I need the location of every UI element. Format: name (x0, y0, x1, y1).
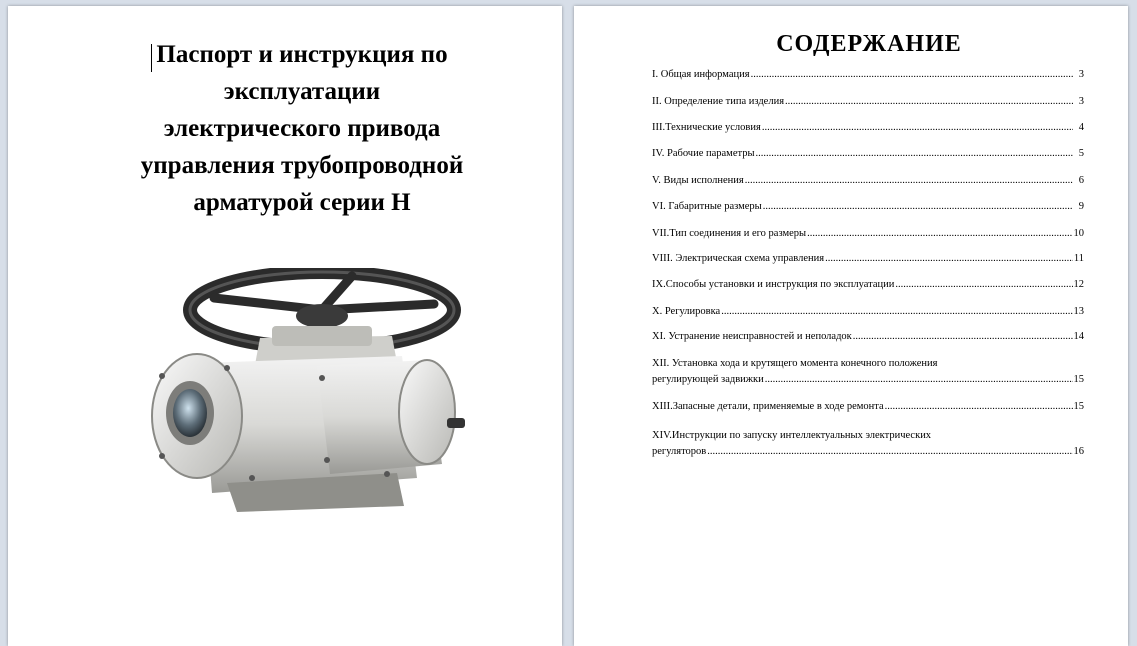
toc-entry[interactable] (652, 428, 1084, 460)
toc-entry-page: 9 (1078, 201, 1084, 212)
toc-entry-page: 14 (1073, 331, 1084, 342)
toc-leader-dots (751, 67, 1073, 83)
document-page-left (8, 6, 562, 646)
toc-entry[interactable] (652, 277, 1084, 293)
toc-entry-page: 15 (1073, 374, 1084, 385)
toc-entry[interactable] (652, 329, 1084, 345)
toc-entry-label: IV. Рабочие параметры (652, 148, 755, 159)
toc-entry-page: 11 (1073, 253, 1084, 264)
toc-leader-dots (756, 146, 1074, 162)
toc-entry-page: 13 (1073, 306, 1084, 317)
toc-entry-first-line: XII. Установка хода и крутящего момента конечного положения (652, 358, 938, 369)
toc-leader-dots (807, 226, 1072, 242)
toc-leader-dots (825, 251, 1073, 267)
toc-leader-dots (762, 120, 1073, 136)
toc-entry-label: VIII. Электрическая схема управления (652, 253, 825, 264)
toc-entry-label: регуляторов (652, 446, 707, 457)
title-line: арматурой серии H (193, 189, 411, 216)
toc-leader-dots (745, 173, 1073, 189)
toc-entry[interactable] (652, 120, 1084, 136)
toc-leader-dots (763, 199, 1073, 215)
toc-entry[interactable] (652, 251, 1084, 267)
toc-entry-page: 15 (1073, 401, 1084, 412)
toc-leader-dots (765, 372, 1073, 388)
toc-entry[interactable] (652, 94, 1084, 110)
title-line: электрического привода (163, 115, 441, 142)
toc-entry[interactable] (652, 67, 1084, 83)
toc-entry-page: 16 (1073, 446, 1084, 457)
toc-leader-dots (785, 94, 1073, 110)
toc-leader-dots (853, 329, 1073, 345)
electric-actuator-photo (142, 268, 472, 513)
toc-leader-dots (885, 399, 1073, 415)
title-line: управления трубопроводной (140, 152, 464, 179)
toc-heading[interactable]: СОДЕРЖАНИЕ (776, 31, 962, 57)
toc-entry-page: 10 (1073, 228, 1084, 239)
toc-entry[interactable] (652, 304, 1084, 320)
toc-leader-dots (707, 444, 1072, 460)
toc-entry-page: 3 (1078, 96, 1084, 107)
toc-entry-label: X. Регулировка (652, 306, 721, 317)
toc-leader-dots (895, 277, 1072, 293)
document-page-right (574, 6, 1128, 646)
toc-entry-page: 12 (1073, 279, 1084, 290)
toc-entry-label: III.Технические условия (652, 122, 761, 133)
toc-entry[interactable] (652, 173, 1084, 189)
toc-entry[interactable] (652, 199, 1084, 215)
title-line: Паспорт и инструкция по (156, 41, 448, 68)
toc-entry-first-line: XIV.Инструкции по запуску интеллектуальных электрических (652, 430, 932, 441)
toc-leader-dots (721, 304, 1072, 320)
toc-entry[interactable] (652, 146, 1084, 162)
toc-entry-label: V. Виды исполнения (652, 175, 744, 186)
title-line: эксплуатации (223, 78, 381, 105)
toc-entry-page: 3 (1078, 69, 1084, 80)
toc-entry-label: I. Общая информация (652, 69, 750, 80)
toc-entry-page: 4 (1078, 122, 1084, 133)
toc-entry-label: XIII.Запасные детали, применяемые в ходе ремонта (652, 401, 884, 412)
toc-entry[interactable] (652, 356, 1084, 388)
toc-entry-page: 5 (1078, 148, 1084, 159)
toc-entry-page: 6 (1078, 175, 1084, 186)
toc-entry-label: IX.Способы установки и инструкция по эксплуатации (652, 279, 895, 290)
document-title[interactable] (112, 36, 492, 221)
toc-entry-label: VII.Тип соединения и его размеры (652, 228, 807, 239)
toc-entry[interactable] (652, 226, 1084, 242)
toc-entry[interactable] (652, 399, 1084, 415)
toc-entry-label: регулирующей задвижки (652, 374, 764, 385)
toc-entry-label: II. Определение типа изделия (652, 96, 785, 107)
toc-entry-label: VI. Габаритные размеры (652, 201, 762, 212)
toc-entry-label: XI. Устранение неисправностей и неполадок (652, 331, 852, 342)
